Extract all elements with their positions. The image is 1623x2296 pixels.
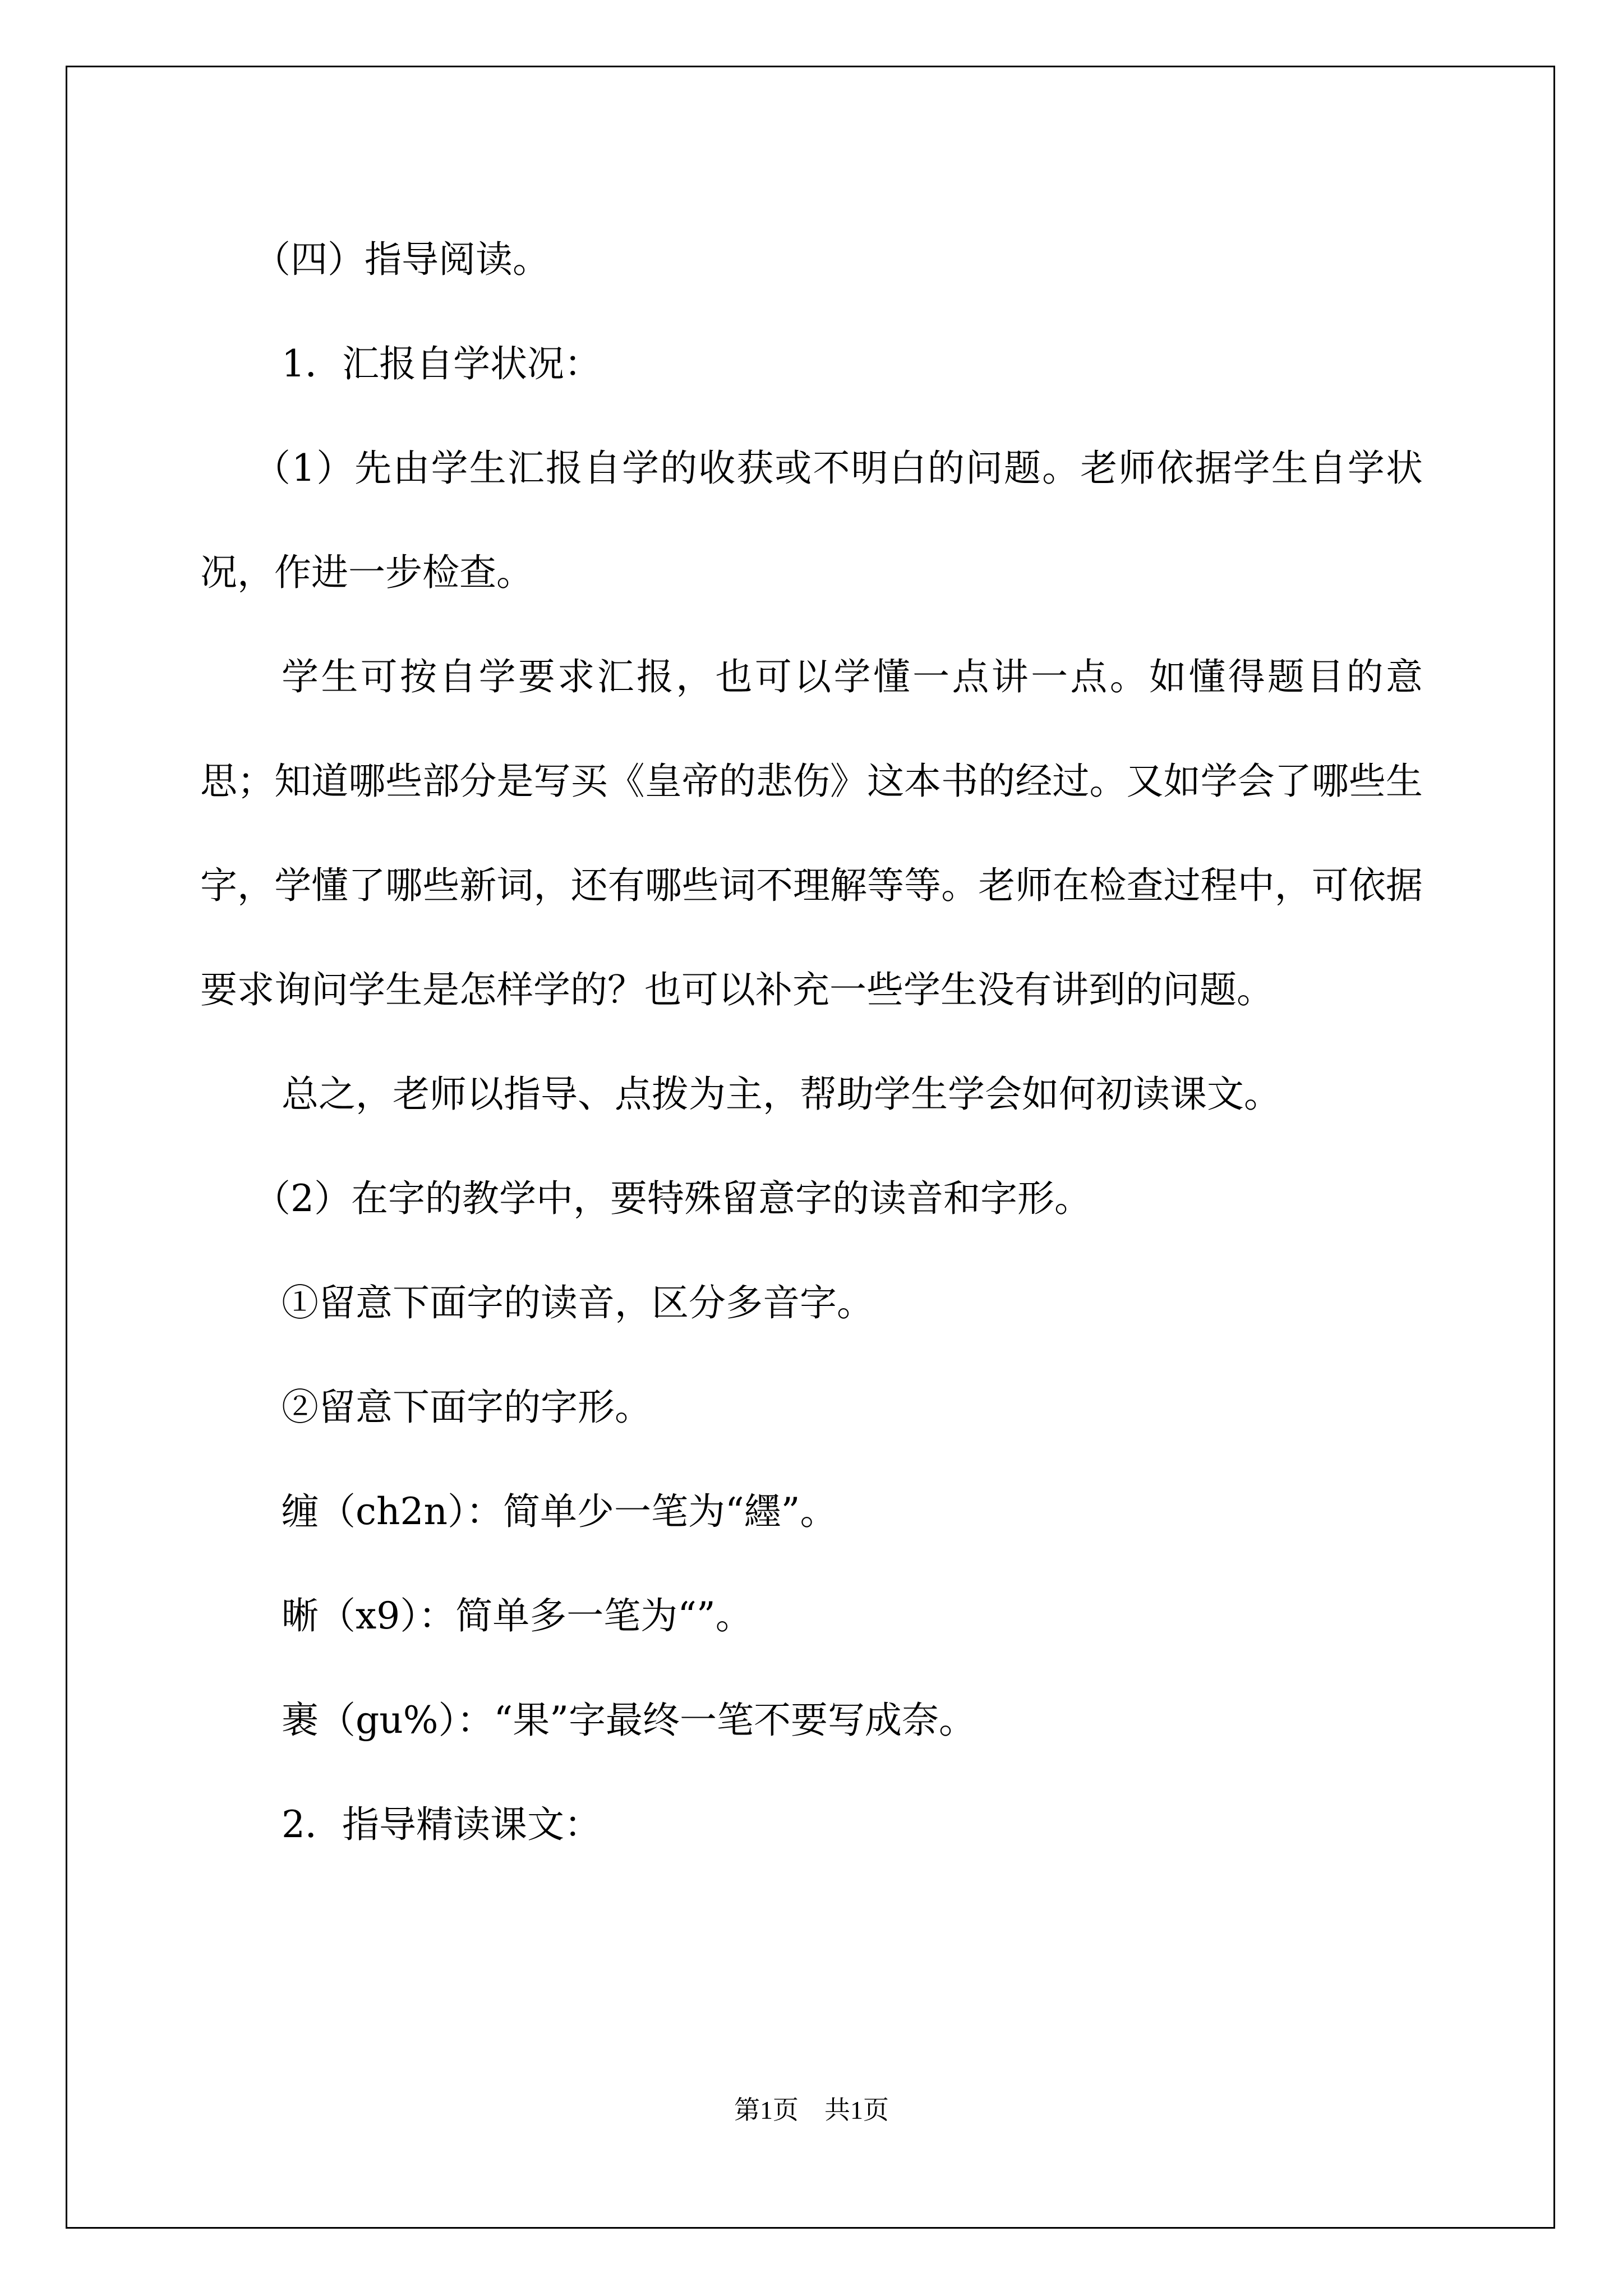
paragraph-point-2: ②留意下面字的字形。 bbox=[282, 1386, 652, 1429]
paragraph-section-heading: （四）指导阅读。 bbox=[253, 238, 550, 281]
paragraph-body-2: 总之，老师以指导、点拨为主，帮助学生学会如何初读课文。 bbox=[282, 1073, 1281, 1116]
paragraph-char-xi: 晰（x9）：简单多一笔为“”。 bbox=[282, 1594, 753, 1637]
paragraph-body-1: 学生可按自学要求汇报，也可以学懂一点讲一点。如懂得题目的意思；知道哪些部分是写买《皇帝的悲伤》这本书的经过。又如学会了哪些生字，学懂了哪些新词，还有哪些词不理解等等。老师在检查过程中，可依据要求询问学生是怎样学的？也可以补充一些学生没有讲到的问题。 bbox=[200, 655, 1423, 1011]
paragraph-sub-2: （2）在字的教学中，要特殊留意字的读音和字形。 bbox=[253, 1177, 1091, 1220]
paragraph-char-chan: 缠（ch2n）：简单少一笔为“纆”。 bbox=[282, 1490, 837, 1533]
paragraph-char-guo: 裹（gu%）：“果”字最终一笔不要写成奈。 bbox=[282, 1699, 976, 1742]
document-body bbox=[200, 208, 1423, 1877]
paragraph-point-1: ①留意下面字的读音，区分多音字。 bbox=[282, 1281, 874, 1324]
paragraph-item-1: 1．汇报自学状况： bbox=[282, 342, 601, 385]
paragraph-sub-1: （1）先由学生汇报自学的收获或不明白的问题。老师依据学生自学状况，作进一步检查。 bbox=[200, 447, 1423, 594]
page-footer: 第1页 共1页 bbox=[734, 2096, 889, 2124]
paragraph-item-2: 2．指导精读课文： bbox=[282, 1803, 601, 1846]
